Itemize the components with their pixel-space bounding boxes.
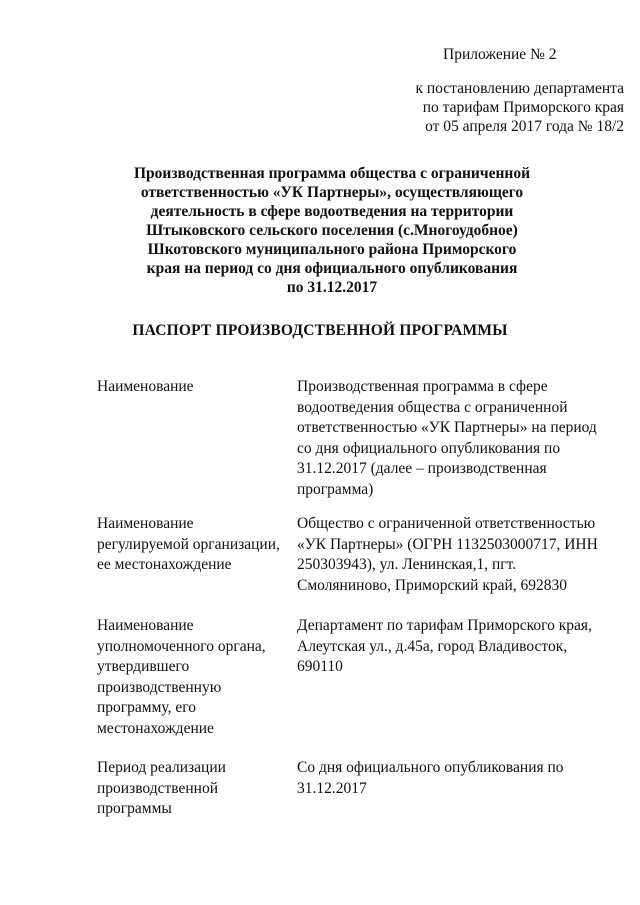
appendix-reference-line: к постановлению департамента xyxy=(415,80,624,97)
value-line: со дня официального опубликования по xyxy=(297,439,561,457)
value-line: Смоляниново, Приморский край, 692830 xyxy=(297,576,568,594)
program-title-line: Шкотовского муниципального района Приморского xyxy=(147,241,517,258)
value-line: Алеутская ул., д.45а, город Владивосток, xyxy=(297,637,568,655)
program-title-line: Штыковского сельского поселения (с.Многоудобное) xyxy=(146,222,518,239)
passport-row-value xyxy=(297,616,627,678)
label-line: программу, его xyxy=(97,699,196,716)
value-line: 690110 xyxy=(297,658,343,675)
label-line: утвердившего xyxy=(97,658,190,675)
passport-row-value xyxy=(297,377,627,500)
program-title-line: деятельность в сфере водоотведения на территории xyxy=(150,203,514,220)
value-line: Общество с ограниченной ответственностью xyxy=(297,515,596,532)
program-title-line: по 31.12.2017 xyxy=(286,279,378,296)
value-line: ответственностью «УК Партнеры» на период xyxy=(297,419,597,436)
label-line: программы xyxy=(97,800,172,817)
value-line: 250303943), ул. Ленинская,1, пгт. xyxy=(297,556,517,573)
value-line: водоотведения общества с ограниченной xyxy=(297,398,568,416)
appendix-reference-line: по тарифам Приморского края xyxy=(422,99,624,116)
program-title-line: Производственная программа общества с ограниченной xyxy=(133,165,531,182)
passport-row-label xyxy=(97,616,287,739)
value-line: Департамент по тарифам Приморского края, xyxy=(297,617,592,634)
appendix-reference xyxy=(392,79,624,136)
appendix-title: Приложение № 2 xyxy=(443,46,557,63)
program-title xyxy=(120,164,544,297)
passport-row-value xyxy=(297,758,627,799)
label-line: производственной xyxy=(97,779,219,797)
label-line: производственную xyxy=(97,678,222,696)
value-line: программа) xyxy=(297,480,374,498)
value-line: «УК Партнеры» (ОГРН 1132503000717, ИНН xyxy=(297,535,598,553)
passport-row-label xyxy=(97,377,287,398)
program-title-line: края на период со дня официального опубликования xyxy=(146,260,518,277)
label-line: местонахождение xyxy=(97,719,214,737)
value-line: 31.12.2017 (далее – производственная xyxy=(297,460,547,477)
appendix-reference-line: от 05 апреля 2017 года № 18/2 xyxy=(425,118,624,135)
passport-heading: ПАСПОРТ ПРОИЗВОДСТВЕННОЙ ПРОГРАММЫ xyxy=(132,322,508,339)
label-line: уполномоченного органа, xyxy=(97,637,266,655)
label-line: Наименование xyxy=(97,378,194,395)
value-line: 31.12.2017 xyxy=(297,779,367,797)
passport-row-label xyxy=(97,758,287,820)
value-line: Со дня официального опубликования по xyxy=(297,759,564,776)
passport-row-value xyxy=(297,514,627,596)
label-line: Период реализации xyxy=(97,759,226,776)
passport-row-label xyxy=(97,514,287,576)
label-line: ее местонахождение xyxy=(97,556,232,573)
program-title-line: ответственностью «УК Партнеры», осуществляющего xyxy=(140,184,524,201)
label-line: регулируемой организации, xyxy=(97,535,280,553)
label-line: Наименование xyxy=(97,617,194,634)
value-line: Производственная программа в сфере xyxy=(297,378,548,395)
label-line: Наименование xyxy=(97,515,194,532)
